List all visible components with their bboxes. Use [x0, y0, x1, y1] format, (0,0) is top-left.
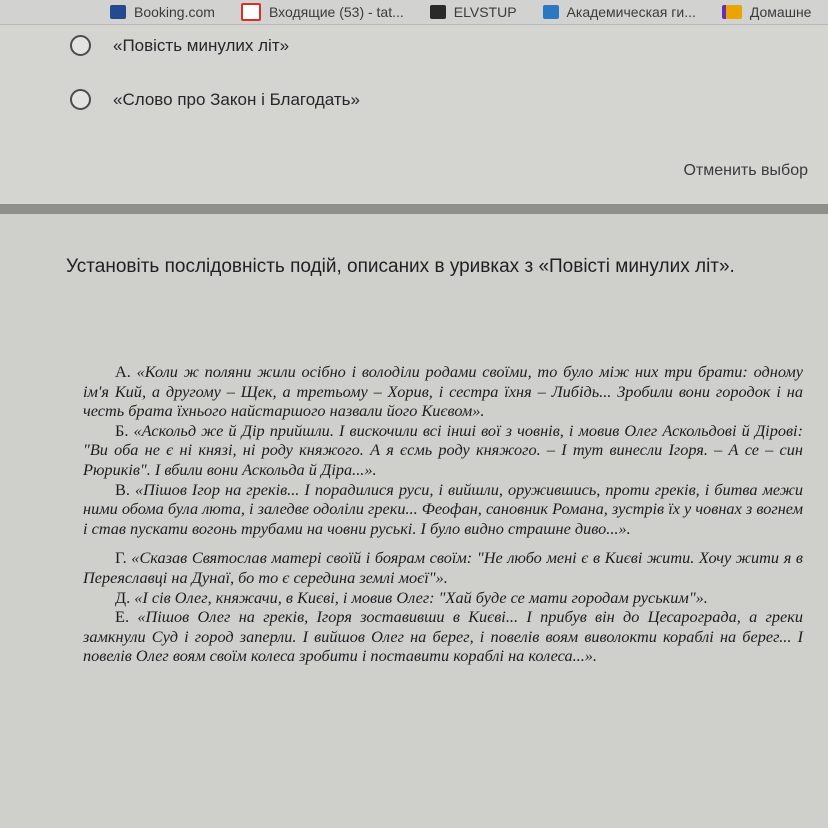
edge-icon — [543, 5, 559, 19]
question-text: Установіть послідовність подій, описаних в уривках з «Повісті минулих літ». — [66, 256, 735, 277]
excerpt-text: «Сказав Святослав матері своїй і боярам своїм: "Не любо мені є в Києві жити. Хочу жити я в Переяславці на Дунаї, бо то є середина землі моєї"». — [83, 548, 803, 587]
radio-button[interactable] — [70, 89, 91, 110]
bookmark-academic[interactable] — [543, 4, 696, 20]
option-label: «Повість минулих літ» — [113, 35, 290, 55]
bookmark-label: Входящие (53) - tat... — [268, 4, 404, 20]
excerpt-letter: Д. — [115, 587, 131, 607]
bookmark-booking[interactable] — [110, 4, 215, 20]
clear-choice-link[interactable]: Отменить выбор — [683, 162, 808, 179]
excerpt-b — [83, 421, 803, 480]
option-label: «Слово про Закон і Благодать» — [113, 89, 360, 109]
excerpt-e — [83, 607, 803, 666]
elvstup-icon — [430, 5, 446, 19]
bookmark-label: ELVSTUP — [453, 4, 517, 20]
radio-button[interactable] — [70, 35, 91, 56]
excerpt-a — [83, 362, 803, 421]
excerpt-text: «І сів Олег, княжачи, в Києві, і мовив Олег: "Хай буде се мати городам руським"». — [134, 587, 708, 607]
option-slovo[interactable] — [70, 89, 360, 110]
bookmark-label: Booking.com — [134, 4, 215, 20]
excerpt-letter: Е. — [115, 607, 130, 627]
excerpt-letter: А. — [115, 362, 131, 381]
question-card — [0, 214, 828, 828]
bookmark-label: Академическая ги... — [566, 4, 696, 20]
excerpt-v — [83, 480, 803, 539]
excerpt-text: «Коли ж поляни жили осібно і володіли родами своїми, то було між них три брати: одному ім'я Кий, а другому – Щек, а третьому – Хорив, і сестра їхня – Либідь... Зробили вони городок і на честь брата їхнього найстаршого назвали його Києвом». — [83, 362, 803, 421]
bookmark-gmail[interactable] — [241, 3, 404, 21]
home-icon — [722, 5, 742, 19]
excerpt-text: «Пішов Олег на греків, Ігоря зоставивши в Києві... І прибув він до Цесарограда, а греки замкнули Суд і город заперли. І вийшов Олег на берег, і повелів воям виволокти кораблі на берег... І повелів Олег воям своїм колеса зробити і поставити кораблі на колеса...». — [83, 607, 803, 666]
excerpt-letter: В. — [115, 479, 130, 499]
excerpt-g — [83, 548, 803, 587]
gmail-icon — [241, 3, 261, 21]
excerpts-block — [83, 362, 803, 666]
bookmark-home[interactable] — [722, 4, 812, 20]
booking-icon — [110, 5, 126, 19]
excerpt-letter: Г. — [115, 548, 127, 568]
excerpt-letter: Б. — [115, 420, 129, 440]
option-povist[interactable] — [70, 35, 289, 56]
bookmark-elvstup[interactable] — [430, 4, 517, 20]
bookmark-label: Домашне — [749, 4, 812, 20]
excerpt-d — [83, 588, 803, 608]
answer-options-card — [0, 25, 828, 204]
card-divider — [0, 204, 828, 214]
bookmarks-bar — [0, 0, 828, 25]
excerpt-text: «Пішов Ігор на греків... І порадилися руси, і вийшли, оружившись, проти греків, і битва межи ними обома була люта, і заледве одоліли греки... Феофан, сановник Романа, зустрів їх у човнах з вогнем і став пускати вогонь трубами на човни руські. І було видно страшне диво...». — [83, 479, 803, 538]
excerpt-text: «Аскольд же й Дір прийшли. І вискочили всі інші вої з човнів, і мовив Олег Аскольдові й Дірові: "Ви оба не є ні князі, ні роду княжого. А я єсмь роду княжого. – І тут винесли Ігоря. – А се – син Рюриків". І вбили вони Аскольда й Діра...». — [83, 420, 803, 479]
